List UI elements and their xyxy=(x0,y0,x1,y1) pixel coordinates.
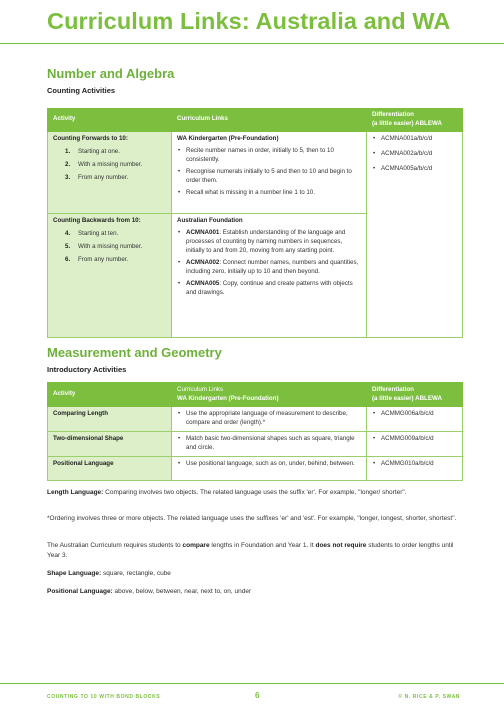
table-row xyxy=(48,131,463,213)
links-header-line1: Curriculum Links xyxy=(177,385,224,393)
footer-divider xyxy=(0,683,504,684)
note-emphasis: does not require xyxy=(315,542,367,549)
list-item xyxy=(65,256,166,265)
note-label: Positional Language: xyxy=(47,588,113,595)
length-language-note xyxy=(47,488,467,498)
list-item: • Use the appropriate language of measurement to describe, compare and order (length).* xyxy=(177,410,361,428)
list-item: • Recite number names in order, initially to 5, then to 10 consistently. xyxy=(177,147,361,165)
diff-list xyxy=(372,435,457,444)
subheading-counting-activities: Counting Activities xyxy=(47,86,116,95)
differentiation-cell xyxy=(367,431,463,456)
step-number: 1. xyxy=(65,147,71,155)
col-header-differentiation xyxy=(367,109,463,132)
links-list xyxy=(177,229,361,298)
links-title: WA Kindergarten (Pre-Foundation) xyxy=(177,134,279,142)
list-item: • ACMNA005a/b/c/d xyxy=(372,165,457,174)
page-number: 6 xyxy=(255,691,260,700)
australian-curriculum-note xyxy=(47,541,467,561)
steps-list xyxy=(53,148,166,183)
step-text: With a missing number. xyxy=(78,242,143,250)
activity-cell: Comparing Length xyxy=(48,407,172,432)
list-item: • Recall what is missing in a number line 1 to 10. xyxy=(177,189,361,198)
note-label: Length Language: xyxy=(47,489,104,496)
step-number: 4. xyxy=(65,229,71,237)
activity-title: Counting Backwards from 10: xyxy=(53,216,141,224)
section-heading-measurement-geometry: Measurement and Geometry xyxy=(47,345,222,360)
col-header-curriculum-links: Curriculum Links xyxy=(172,109,367,132)
counting-activities-table xyxy=(47,108,463,338)
links-cell xyxy=(172,213,367,337)
list-item xyxy=(177,280,361,298)
diff-header-line2: (a little easier) ABLEWA xyxy=(372,394,442,402)
col-header-activity: Activity xyxy=(48,383,172,407)
steps-list xyxy=(53,230,166,265)
table-row xyxy=(48,431,463,456)
curriculum-code: ACMNA002 xyxy=(186,258,220,266)
step-text: With a missing number. xyxy=(78,160,143,168)
note-emphasis: compare xyxy=(182,542,210,549)
list-item: • ACMMG009a/b/c/d xyxy=(372,435,457,444)
links-cell xyxy=(172,407,367,432)
footer-book-title: COUNTING TO 10 WITH BOND BLOCKS xyxy=(47,694,161,700)
note-text: above, below, between, near, next to, on, under xyxy=(112,588,252,595)
activity-cell: Positional Language xyxy=(48,456,172,480)
introductory-activities-table xyxy=(47,382,463,481)
links-cell xyxy=(172,431,367,456)
table-row xyxy=(48,407,463,432)
diff-list xyxy=(372,460,457,469)
list-item: • ACMMG010a/b/c/d xyxy=(372,460,457,469)
activity-cell xyxy=(48,213,172,337)
list-item: • ACMNA001a/b/c/d xyxy=(372,135,457,144)
note-text: lengths in Foundation and Year 1. It xyxy=(209,542,316,549)
list-item: • ACMNA002a/b/c/d xyxy=(372,150,457,159)
links-cell xyxy=(172,131,367,213)
section-heading-number-algebra: Number and Algebra xyxy=(47,66,175,81)
step-text: Starting at one. xyxy=(78,147,120,155)
list-item xyxy=(65,161,166,170)
page-title: Curriculum Links: Australia and WA xyxy=(47,8,451,34)
list-item: • Use positional language, such as on, under, behind, between. xyxy=(177,460,361,469)
step-number: 3. xyxy=(65,173,71,181)
links-cell xyxy=(172,456,367,480)
curriculum-text: : Connect number names, numbers and quantities, including zero, initially up to 10 and then beyond. xyxy=(186,258,359,275)
diff-list xyxy=(372,410,457,419)
links-header-line2: WA Kindergarten (Pre-Foundation) xyxy=(177,394,279,402)
differentiation-cell xyxy=(367,407,463,432)
links-list xyxy=(177,410,361,428)
positional-language-note xyxy=(47,587,467,597)
note-text: square, rectangle, cube xyxy=(101,570,171,577)
footer-copyright: © N. RICE & P. SWAN xyxy=(398,694,460,700)
diff-header-line2: (a little easier) ABLEWA xyxy=(372,119,442,127)
col-header-activity: Activity xyxy=(48,109,172,132)
step-text: From any number. xyxy=(78,173,129,181)
step-number: 6. xyxy=(65,255,71,263)
list-item: • Match basic two-dimensional shapes such as square, triangle and circle. xyxy=(177,435,361,453)
subheading-introductory-activities: Introductory Activities xyxy=(47,365,127,374)
list-item: • ACMMG006a/b/c/d xyxy=(372,410,457,419)
diff-list xyxy=(372,135,457,174)
list-item: • Recognise numerals initially to 5 and then to 10 and begin to order them. xyxy=(177,168,361,186)
links-list xyxy=(177,435,361,453)
list-item xyxy=(65,148,166,157)
step-text: From any number. xyxy=(78,255,129,263)
table-row xyxy=(48,456,463,480)
links-list xyxy=(177,147,361,198)
list-item xyxy=(177,259,361,277)
note-label: Shape Language: xyxy=(47,570,102,577)
links-title: Australian Foundation xyxy=(177,216,243,224)
title-divider xyxy=(0,43,504,44)
activity-cell: Two-dimensional Shape xyxy=(48,431,172,456)
list-item xyxy=(65,174,166,183)
list-item xyxy=(177,229,361,256)
list-item xyxy=(65,243,166,252)
col-header-differentiation xyxy=(367,383,463,407)
col-header-curriculum-links xyxy=(172,383,367,407)
ordering-note: *Ordering involves three or more objects. The related language uses the suffixes 'er' and 'est'. For example, "longer, longest, shorter, shortest". xyxy=(47,515,457,522)
curriculum-code: ACMNA005 xyxy=(186,279,220,287)
diff-header-line1: Differentiation xyxy=(372,385,414,393)
note-text: Comparing involves two objects. The related language uses the suffix 'er'. For example, "longer/ shorter". xyxy=(103,489,407,496)
links-list xyxy=(177,460,361,469)
activity-cell xyxy=(48,131,172,213)
activity-title: Counting Forwards to 10: xyxy=(53,134,128,142)
shape-language-note xyxy=(47,569,467,579)
curriculum-text: : Establish understanding of the language and processes of counting by naming numbers in sequences, initially to and from 20, moving from any starting point. xyxy=(186,228,346,254)
step-text: Starting at ten. xyxy=(78,229,119,237)
differentiation-cell xyxy=(367,131,463,337)
note-text: The Australian Curriculum requires students to xyxy=(47,542,183,549)
list-item xyxy=(65,230,166,239)
step-number: 5. xyxy=(65,242,71,250)
step-number: 2. xyxy=(65,160,71,168)
note-text: students to order lengths until Year 3. xyxy=(47,542,454,559)
curriculum-code: ACMNA001 xyxy=(186,228,220,236)
curriculum-text: : Copy, continue and create patterns with objects and drawings. xyxy=(186,279,353,296)
differentiation-cell xyxy=(367,456,463,480)
diff-header-line1: Differentiation xyxy=(372,111,414,118)
